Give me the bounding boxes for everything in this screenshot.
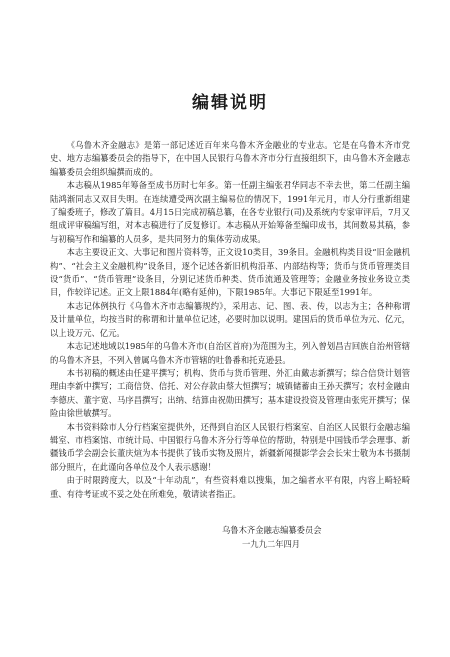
paragraph: 本志稿从1985年筹备至成书历时七年多。第一任副主编张君华同志不幸去世，第二任副主编陆鸿渐同志又双目失明。在连续遭受两次副主编易位的情况下，1991年元月，市人分行重新组建了编委班子，修改了篇目。4月15日完成初稿总纂，在各专业银行(司)及系统内专家审评后，7月又组成评审稿编写组，对本志稿进行了反复修订。本志稿从开始筹备至编印成书，其间数易其稿，参与初稿写作和编纂的人员多，是共同努力的集体劳动成果。 [50, 180, 410, 244]
signature-org: 乌鲁木齐金融志编纂委员会 [222, 524, 322, 535]
paragraph: 本志记述地域以1985年的乌鲁木齐市(自治区首府)为范围为主，列入曾划昌吉回族自治州管辖的乌鲁木齐县，不列入曾属乌鲁木齐市管辖的吐鲁番和托克逊县。 [50, 341, 410, 365]
signature-date: 一九九二年四月 [242, 538, 301, 549]
paragraph: 《乌鲁木齐金融志》是第一部记述近百年来乌鲁木齐金融业的专业志。它是在乌鲁木齐市党史、地方志编纂委员会的指导下，在中国人民银行乌鲁木齐市分行直接组织下，由乌鲁木齐金融志编纂委员会组织编撰而成的。 [50, 140, 410, 177]
paragraph: 本志记体例执行《乌鲁木齐市志编纂规约》，采用志、记、图、表、传，以志为主；各种称谓及计量单位，均按当时的称谓和计量单位记述，必要时加以说明。建国后的货币单位为元、亿元，以上设万元、亿元。 [50, 300, 410, 338]
paragraph: 由于时限跨度大，以及“十年动乱”，有些资料难以搜集，加之编者水平有限，内容上畸轻畸重、有待考证或不妥之处在所难免，敬请读者指正。 [50, 475, 410, 499]
paragraph: 本志主要设正文、大事记和图片资料等，正文设10类目，39条目。金融机构类目设“旧金融机构”、“社会主义金融机构”设条目，逐个记述各新旧机构沿革、内部结构等；货币与货币管理类目设“货币”、“货币管理”设条目，分别记述货币种类、货币流通及管理等；金融业务按业务设立类目，作较详记述。正文上限1884年(略有延伸)，下限1985年。大事记下限延至1991年。 [50, 247, 410, 298]
body-text [50, 139, 410, 501]
signature-block [50, 523, 410, 551]
paragraph: 本书初稿的概述由任建平撰写；机构、货币与货币管理、外汇由戴志新撰写；综合信贷计划管理由李新中撰写；工商信贷、信托、对公存款由蔡大恒撰写；城镇储蓄由王孙天撰写；农村金融由李德庆、董宇宽、马序昌撰写；出纳、结算由祝勋田撰写；基本建设投资及管理由张宪开撰写；保险由徐世敏撰写。 [50, 367, 410, 419]
paragraph: 本书资料除市人分行档案室提供外，还得到自治区人民银行档案室、自治区人民银行金融志编辑室、市档案馆、市统计局、中国银行乌鲁木齐分行等单位的帮助，特别是中国钱币学会理事、新疆钱币学会副会长董庆煊为本书提供了钱币实物及照片，新疆新闻摄影学会会长宋士敬为本书摄制部分照片，在此谨向各单位及个人表示感谢！ [50, 421, 410, 472]
page-title: 编辑说明 [192, 93, 268, 113]
